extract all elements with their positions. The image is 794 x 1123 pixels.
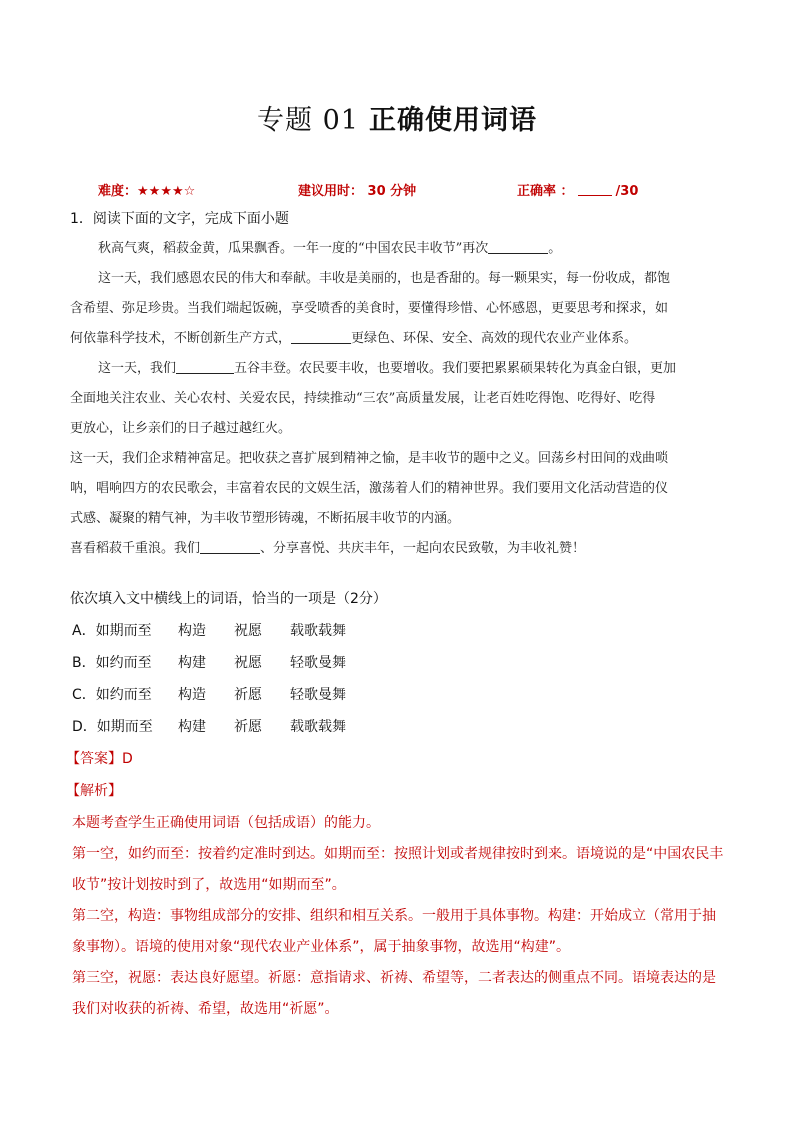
time-info [298,180,416,199]
blank-4 [200,539,260,554]
option-d[interactable]: D．如期而至 构建 祈愿 载歌载舞 [72,719,346,735]
accuracy-info [517,180,638,199]
analysis-line: 第一空，如约而至：按着约定准时到达。如期而至：按照计划或者规律按时到来。语境说的是“中国农民丰 [72,846,724,862]
passage-line: 秋高气爽，稻菽金黄，瓜果飘香。一年一度的“中国农民丰收节”再次 。 [98,241,562,256]
option-c[interactable]: C．如约而至 构造 祈愿 轻歌曼舞 [72,687,346,703]
time-value: 30 分钟 [367,184,417,199]
question-stem: 依次填入文中横线上的词语，恰当的一项是（2分） [70,591,387,607]
passage-line: 含希望、弥足珍贵。当我们端起饭碗，享受喷香的美食时，要懂得珍惜、心怀感恩，更要思考和探求，如 [70,301,669,316]
difficulty-stars: ★★★★☆ [137,184,196,199]
passage-line: 这一天，我们感恩农民的伟大和奉献。丰收是美丽的，也是香甜的。每一颗果实，每一份收成，都饱 [98,271,671,286]
passage-line: 这一天，我们 五谷丰登。农民要丰收，也要增收。我们要把累累硕果转化为真金白银，更加 [98,361,677,376]
passage [70,234,720,564]
difficulty-info [98,180,195,199]
page-title [0,98,794,137]
time-label: 建议用时： [298,184,364,199]
analysis-body [72,808,732,1025]
passage-line: 式感、凝聚的精气神，为丰收节塑形铸魂，不断拓展丰收节的内涵。 [70,511,461,526]
passage-line: 这一天，我们企求精神富足。把收获之喜扩展到精神之愉，是丰收节的题中之义。回荡乡村田间的戏曲唢 [70,451,669,466]
option-a[interactable]: A．如期而至 构造 祝愿 载歌载舞 [72,623,346,639]
accuracy-blank [578,183,612,196]
analysis-line: 收节”按计划按时到了，故选用“如期而至”。 [72,877,346,893]
answer [66,748,133,768]
question-prompt: 1．阅读下面的文字，完成下面小题 [70,211,289,227]
analysis-line: 本题考查学生正确使用词语（包括成语）的能力。 [72,815,380,831]
passage-line: 何依靠科学技术，不断创新生产方式， 更绿色、环保、安全、高效的现代农业产业体系。 [70,331,638,346]
analysis-line: 第二空，构造：事物组成部分的安排、组织和相互关系。一般用于具体事物。构建：开始成立（常用于抽 [72,908,716,924]
passage-line: 呐，唱响四方的农民歌会，丰富着农民的文娱生活，激荡着人们的精神世界。我们要用文化活动营造的仪 [70,481,669,496]
analysis-line: 象事物）。语境的使用对象“现代农业产业体系”，属于抽象事物，故选用“构建”。 [72,939,571,955]
answer-value: D [122,751,133,767]
blank-3 [176,359,234,374]
title-prefix: 专题 01 [257,105,359,136]
analysis-line: 第三空，祝愿：表达良好愿望。祈愿：意指请求、祈祷、希望等，二者表达的侧重点不同。语境表达的是 [72,970,716,986]
blank-2 [291,329,351,344]
difficulty-label: 难度： [98,184,138,199]
answer-label: 【答案】 [66,751,122,767]
passage-line: 喜看稻菽千重浪。我们 、分享喜悦、共庆丰年，一起向农民致敬，为丰收礼赞！ [70,541,586,556]
option-b[interactable]: B．如约而至 构建 祝愿 轻歌曼舞 [72,655,346,671]
passage-line: 全面地关注农业、关心农村、关爱农民，持续推动“三农”高质量发展，让老百姓吃得饱、吃得好、吃得 [70,391,656,406]
accuracy-total: /30 [615,184,639,199]
analysis-line: 我们对收获的祈祷、希望，故选用“祈愿”。 [72,1001,339,1017]
blank-1 [488,239,548,254]
title-main: 正确使用词语 [368,105,537,136]
accuracy-label: 正确率 ： [517,184,574,199]
passage-line: 更放心，让乡亲们的日子越过越红火。 [70,421,292,436]
analysis-label: 【解析】 [66,783,122,799]
